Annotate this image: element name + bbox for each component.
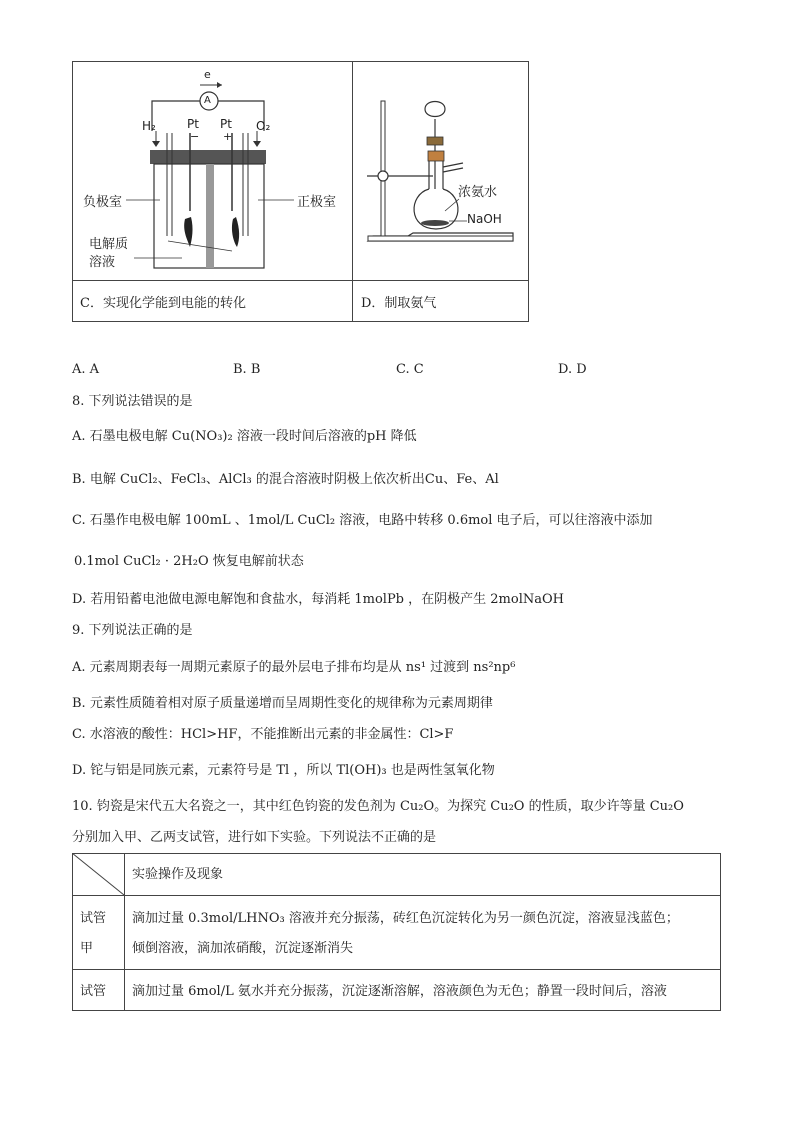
delivery-tube-inner bbox=[443, 168, 463, 172]
q8-option-c-line1: C. 石墨作电极电解 100mL 、1mol/L CuCl₂ 溶液，电路中转移 0.6mol 电子后，可以往溶液中添加 bbox=[72, 513, 653, 528]
q10-stem-line1: 10. 钧瓷是宋代五大名瓷之一，其中红色钧瓷的发色剂为 Cu₂O。为探究 Cu₂O 的性质，取少许等量 Cu₂O bbox=[72, 799, 684, 814]
row2-text-line1: 滴加过量 6mol/L 氨水并充分振荡，沉淀逐渐溶解，溶液颜色为无色；静置一段时间后，溶液 bbox=[132, 984, 667, 999]
option-c: C. C bbox=[396, 362, 424, 377]
clamp-screw-icon bbox=[378, 171, 388, 181]
stand-rod bbox=[381, 101, 385, 236]
stand-base-plate bbox=[368, 236, 513, 241]
caption-c: C．实现化学能到电能的转化 bbox=[80, 296, 246, 311]
q9-option-b: B. 元素性质随着相对原子质量递增而呈周期性变化的规律称为元素周期律 bbox=[72, 696, 493, 711]
figure-caption-divider bbox=[72, 280, 529, 281]
q10-stem-line2: 分别加入甲、乙两支试管，进行如下实验。下列说法不正确的是 bbox=[72, 830, 437, 845]
membrane bbox=[206, 164, 214, 268]
caption-d: D．制取氨气 bbox=[361, 296, 437, 311]
q8-option-a: A. 石墨电极电解 Cu(NO₃)₂ 溶液一段时间后溶液的pH 降低 bbox=[72, 429, 417, 444]
row1-text-line2: 倾倒溶液，滴加浓硝酸，沉淀逐渐消失 bbox=[132, 941, 354, 956]
option-b: B. B bbox=[233, 362, 261, 377]
row1-label-line1: 试管 bbox=[80, 911, 107, 926]
option-d: D. D bbox=[558, 362, 587, 377]
table-row-divider-1 bbox=[72, 895, 721, 896]
row1-text-line1: 滴加过量 0.3mol/LHNO₃ 溶液并充分振荡，砖红色沉淀转化为另一颜色沉淀，溶液显浅蓝色； bbox=[132, 911, 679, 926]
q9-stem: 9. 下列说法正确的是 bbox=[72, 623, 193, 638]
pt-right-sign: + bbox=[223, 130, 233, 143]
diagonal-line bbox=[72, 853, 124, 895]
q8-stem: 8. 下列说法错误的是 bbox=[72, 394, 193, 409]
q9-option-a: A. 元素周期表每一周期元素原子的最外层电子排布均是从 ns¹ 过渡到 ns²np⁶ bbox=[72, 660, 516, 675]
row1-label-line2: 甲 bbox=[80, 941, 94, 956]
table-row-divider-2 bbox=[72, 969, 721, 970]
naoh-label: NaOH bbox=[467, 212, 502, 226]
delivery-tube bbox=[443, 163, 463, 167]
electrolyte-label: 电解质 bbox=[89, 237, 129, 252]
q8-option-c-line2: 0.1mol CuCl₂ · 2H₂O 恢复电解前状态 bbox=[74, 554, 304, 569]
q9-option-c: C. 水溶液的酸性：HCl>HF，不能推断出元素的非金属性：Cl>F bbox=[72, 727, 454, 742]
arrow-head-icon bbox=[217, 82, 222, 88]
separatory-funnel bbox=[425, 102, 445, 117]
positive-chamber-label: 正极室 bbox=[297, 195, 337, 210]
pt-left-label: Pt bbox=[187, 117, 199, 131]
negative-chamber-label: 负极室 bbox=[83, 195, 123, 210]
electron-label: e bbox=[204, 68, 211, 81]
ammonia-apparatus-diagram bbox=[353, 61, 529, 280]
o2-label: O₂ bbox=[256, 119, 271, 133]
stopper bbox=[428, 151, 444, 161]
table-diagonal bbox=[72, 853, 125, 896]
option-a: A. A bbox=[72, 362, 100, 377]
pt-right-label: Pt bbox=[220, 117, 232, 131]
table-header: 实验操作及现象 bbox=[132, 867, 224, 882]
q8-option-b: B. 电解 CuCl₂、FeCl₃、AlCl₃ 的混合溶液时阴极上依次析出Cu、Fe、Al bbox=[72, 472, 499, 487]
row2-label: 试管 bbox=[80, 984, 107, 999]
q8-option-d: D. 若用铅蓄电池做电源电解饱和食盐水，每消耗 1molPb ，在阴极产生 2molNaOH bbox=[72, 592, 564, 607]
ammonia-label: 浓氨水 bbox=[458, 185, 498, 200]
solution-label: 溶液 bbox=[89, 255, 116, 270]
q9-option-d: D. 铊与铝是同族元素，元素符号是 Tl ，所以 Tl(OH)₃ 也是两性氢氧化物 bbox=[72, 763, 495, 778]
pt-left-sign: − bbox=[190, 130, 200, 143]
h2-label: H₂ bbox=[142, 119, 156, 133]
naoh-solid bbox=[421, 220, 449, 226]
stopcock bbox=[427, 137, 443, 145]
ammeter-label: A bbox=[204, 95, 211, 106]
